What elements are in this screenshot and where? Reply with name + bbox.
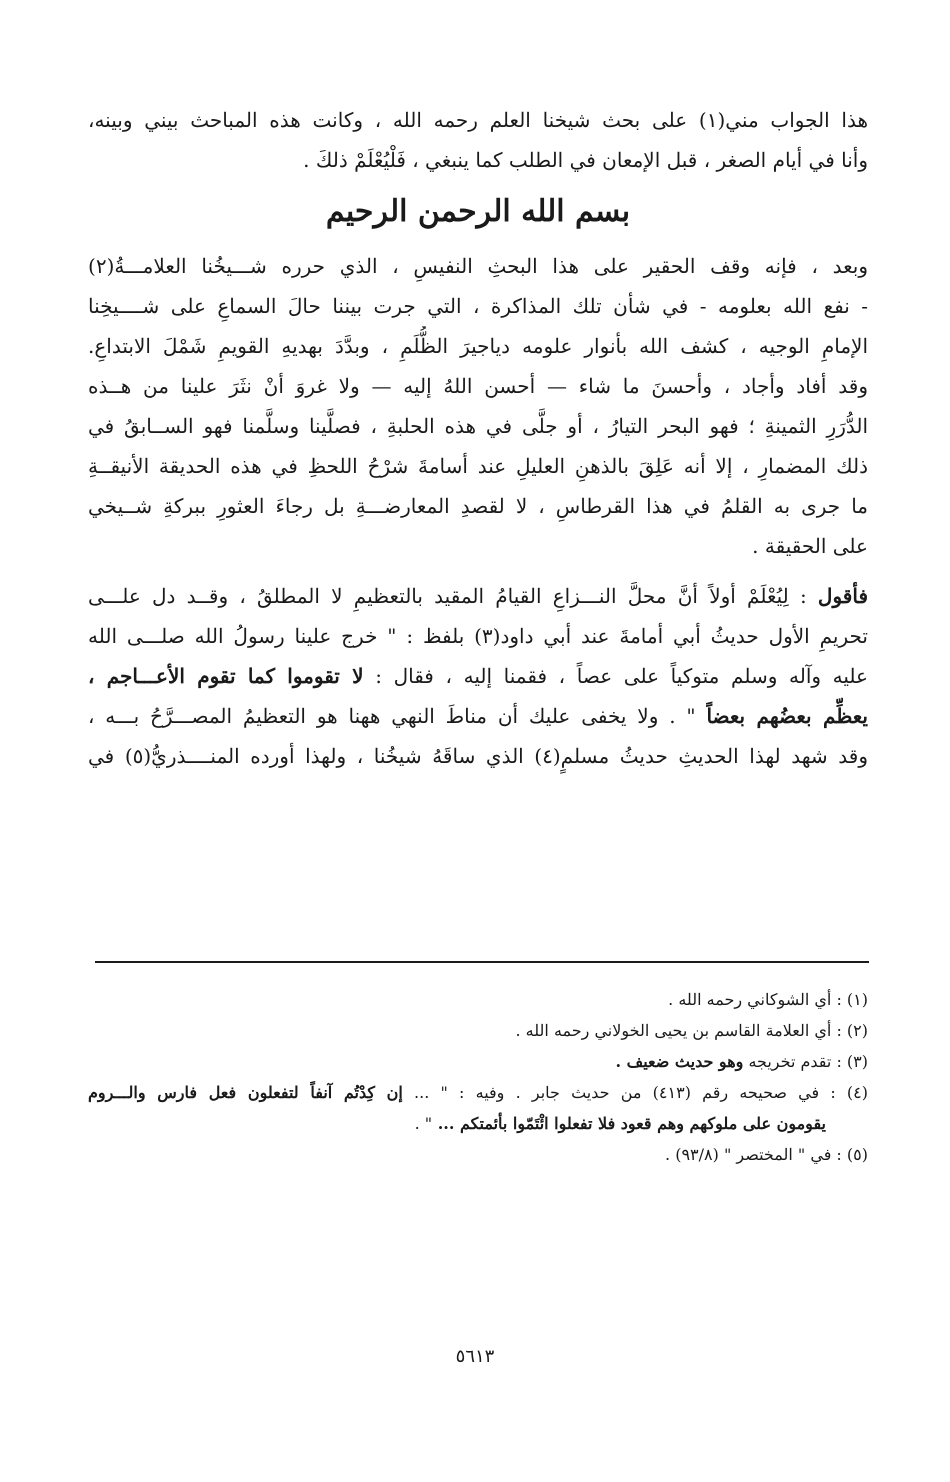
paragraph-line: الإمامِ الوجيه ، كشف الله بأنوار علومه دياجيرَ الظُّلَمِ ، وبدَّدَ بهديهِ القويمِ شَمْلَ الابتداعِ. (88, 334, 868, 358)
paragraph-line: تحريمِ الأول حديثُ أبي أمامةَ عند أبي داود(٣) بلفظ : " خرج علينا رسولُ الله صلـــى الله (88, 624, 868, 648)
paragraph-line: وقد أفاد وأجاد ، وأحسنَ ما شاء — أحسن اللهُ إليه — ولا غروَ أنْ نثَرَ علينا من هــذه (88, 374, 868, 398)
footnote-emphasis: إن كِدْتُم آنفاً لتفعلون فعل فارس والـــروم (88, 1083, 403, 1102)
footnotes (88, 984, 868, 1170)
footnote-emphasis: يقومون على ملوكهم وهم قعود فلا تفعلوا ائْتَمّوا بأئمتكم ... (432, 1114, 826, 1133)
paragraph-line: وبعد ، فإنه وقف الحقير على هذا البحثِ النفيسِ ، الذي حرره شـــيخُنا العلامـــةُ(٢) (88, 254, 868, 278)
paragraph-opening (88, 246, 868, 366)
footnote-1: (١) : أي الشوكاني رحمه الله . (668, 990, 868, 1009)
hadith-quote: لا تقوموا كما تقوم الأعـــاجم ، (88, 664, 364, 688)
footnote-text: " . (414, 1114, 433, 1133)
paragraph-line (88, 576, 868, 616)
paragraph-line: ما جرى به القلمُ في هذا القرطاسِ ، لا لقصدِ المعارضـــةِ بل رجاءَ العثورِ ببركةِ شــيخي (88, 494, 868, 518)
basmala-heading: بسم الله الرحمن الرحيم (325, 194, 631, 229)
footnote-4-continued (88, 1108, 868, 1139)
footnote-3 (88, 1046, 868, 1077)
footnote-emphasis: وهو حديث ضعيف . (615, 1052, 744, 1071)
footnote-divider (95, 961, 869, 963)
main-text (88, 100, 868, 776)
footnote-5: (٥) : في " المختصر " (٩٣/٨) . (665, 1145, 868, 1164)
footnote-text: (٤) : في صحيحه رقم (٤١٣) من حديث جابر . وفيه : " ... (402, 1083, 869, 1102)
line-text: " . ولا يخفى عليك أن مناطَ النهي ههنا هو التعظيمُ المصـــرَّحُ بـــه ، (88, 704, 707, 728)
paragraph-line: وقد شهد لهذا الحديثِ حديثُ مسلمٍ(٤) الذي ساقَهُ شيخُنا ، ولهذا أورده المنــــذريُّ(٥) في (88, 744, 868, 768)
lead-word: فأقول (817, 584, 868, 608)
paragraph-line (88, 656, 868, 696)
line-text: عليه وآله وسلم متوكياً على عصاً ، فقمنا إليه ، فقال : (363, 664, 868, 688)
paragraph-line: على الحقيقة . (752, 534, 868, 558)
intro-paragraph (88, 100, 868, 180)
paragraph-line (88, 696, 868, 736)
footnote-4 (88, 1077, 868, 1108)
paragraph-line: الدُّرَرِ الثمينةِ ؛ فهو البحر التيارُ ، أو جلَّى في هذه الحلبةِ ، فصلَّينا وسلَّمنا فهو الســابقُ في (88, 414, 868, 438)
paragraph-argument (88, 576, 868, 776)
intro-line: هذا الجواب مني(١) على بحث شيخنا العلم رحمه الله ، وكانت هذه المباحث بيني وبينه، (88, 108, 868, 132)
paragraph-line: - نفع الله بعلومه - في شأن تلك المذاكرة ، التي جرت بيننا حالَ السماعِ على شــــيخِنا (88, 294, 868, 318)
line-text: : لِيُعْلَمْ أولاً أنَّ محلَّ النـــزاعِ القيامُ المقيد بالتعظيمِ لا المطلقُ ، وقــد دل علـــى (88, 584, 818, 608)
intro-line: وأنا في أيام الصغر ، قبل الإمعان في الطلب كما ينبغي ، فَلْيُعْلَمْ ذلكَ . (303, 148, 868, 172)
paragraph-praise (88, 366, 868, 566)
footnote-text: (٣) : تقدم تخريجه (743, 1052, 868, 1071)
footnote-2: (٢) : أي العلامة القاسم بن يحيى الخولاني رحمه الله . (515, 1021, 868, 1040)
hadith-quote: يعظِّم بعضُهم بعضاً (706, 704, 868, 728)
page-number: ٥٦١٣ (455, 1346, 495, 1367)
paragraph-line: ذلك المضمارِ ، إلا أنه عَلِقَ بالذهنِ العليلِ عند أسامةَ شرْحُ اللحظِ في هذه الحديقة الأنيقــةِ (88, 454, 868, 478)
